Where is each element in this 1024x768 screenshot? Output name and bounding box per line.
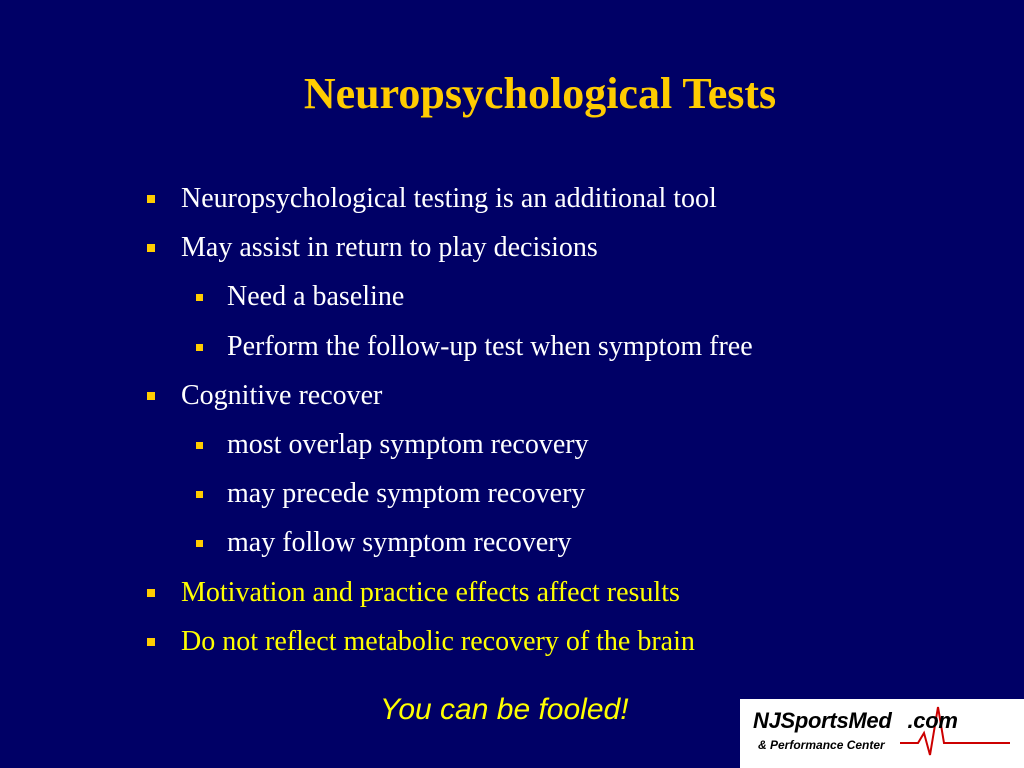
slide-title: Neuropsychological Tests <box>303 69 777 118</box>
tagline: You can be fooled! <box>380 693 629 726</box>
square-bullet-icon <box>196 442 203 449</box>
logo-subtitle: & Performance Center <box>758 738 885 752</box>
sub-bullet-text: may follow symptom recovery <box>227 527 572 559</box>
square-bullet-icon <box>196 540 203 547</box>
logo-brand: NJSportsMed <box>753 708 892 733</box>
square-bullet-icon <box>147 589 155 597</box>
bullet-list <box>0 174 1024 666</box>
bullet-text: Cognitive recover <box>181 379 383 411</box>
bullet-text: Neuropsychological testing is an additional tool <box>181 183 717 214</box>
sub-bullet-item <box>0 469 1024 518</box>
bullet-text: May assist in return to play decisions <box>181 232 598 264</box>
bullet-text: Do not reflect metabolic recovery of the brain <box>181 625 695 657</box>
logo-domain: .com <box>907 708 958 733</box>
bullet-item <box>0 617 1024 666</box>
square-bullet-icon <box>147 638 155 646</box>
logo-name <box>753 707 958 735</box>
square-bullet-icon <box>147 244 155 252</box>
sub-bullet-text: Need a baseline <box>227 281 405 313</box>
square-bullet-icon <box>196 491 203 498</box>
njsportsmed-logo <box>740 699 1024 768</box>
sub-bullet-item <box>0 518 1024 567</box>
square-bullet-icon <box>147 195 155 203</box>
sub-bullet-item <box>0 322 1024 371</box>
sub-bullet-text: Perform the follow-up test when symptom free <box>227 330 753 362</box>
bullet-text: Motivation and practice effects affect results <box>181 576 680 608</box>
bullet-item <box>0 371 1024 420</box>
sub-bullet-text: may precede symptom recovery <box>227 478 586 510</box>
square-bullet-icon <box>147 392 155 400</box>
bullet-item <box>0 568 1024 617</box>
square-bullet-icon <box>196 344 203 351</box>
bullet-item <box>0 223 1024 272</box>
bullet-item <box>0 174 1024 223</box>
square-bullet-icon <box>196 294 203 301</box>
sub-bullet-item <box>0 272 1024 321</box>
sub-bullet-text: most overlap symptom recovery <box>227 428 589 460</box>
sub-bullet-item <box>0 420 1024 469</box>
